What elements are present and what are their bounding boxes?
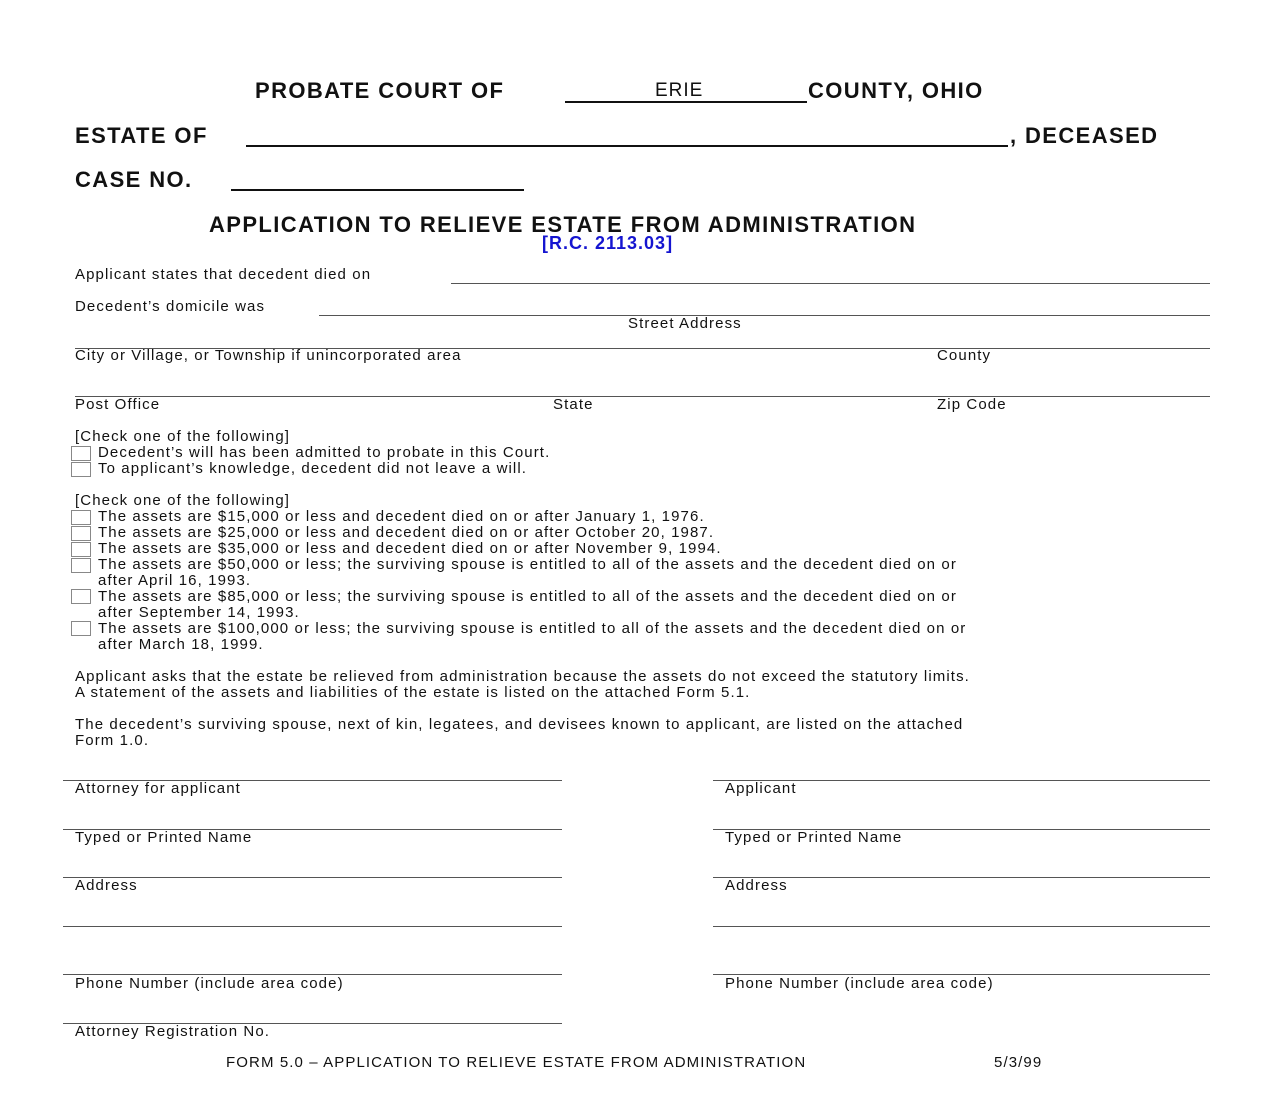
will-option-label: To applicant’s knowledge, decedent did not leave a will. <box>98 460 528 477</box>
assets-option-label: The assets are $25,000 or less and decedent died on or after October 20, 1987. <box>98 524 715 541</box>
next-of-kin-paragraph: Form 1.0. <box>75 732 150 749</box>
assets-section-heading: [Check one of the following] <box>75 492 291 509</box>
estate-label: ESTATE OF <box>75 123 208 148</box>
assets-100000-checkbox[interactable] <box>71 621 91 636</box>
applicant-name-label: Typed or Printed Name <box>725 829 903 846</box>
form-title: APPLICATION TO RELIEVE ESTATE FROM ADMINISTRATION <box>209 212 917 237</box>
post-office-state-zip-field[interactable] <box>75 396 1210 397</box>
attorney-address-label: Address <box>75 877 138 894</box>
assets-option-label: The assets are $35,000 or less and decedent died on or after November 9, 1994. <box>98 540 722 557</box>
zip-code-label: Zip Code <box>937 396 1007 413</box>
domicile-label: Decedent’s domicile was <box>75 298 266 315</box>
assets-option-label-cont: after September 14, 1993. <box>98 604 300 621</box>
assets-option-label: The assets are $100,000 or less; the surviving spouse is entitled to all of the assets and the decedent died on or <box>98 620 967 637</box>
deceased-label: , DECEASED <box>1010 123 1159 148</box>
street-address-label: Street Address <box>628 315 742 332</box>
applicant-label: Applicant <box>725 780 797 797</box>
attorney-address-field[interactable] <box>63 877 562 878</box>
died-on-label: Applicant states that decedent died on <box>75 266 372 283</box>
street-address-field[interactable] <box>319 315 1210 316</box>
will-section-heading: [Check one of the following] <box>75 428 291 445</box>
assets-option-label: The assets are $50,000 or less; the surviving spouse is entitled to all of the assets and the decedent died on or <box>98 556 957 573</box>
next-of-kin-paragraph: The decedent’s surviving spouse, next of kin, legatees, and devisees known to applicant, are listed on the attached <box>75 716 964 733</box>
estate-name-field[interactable] <box>246 145 1008 147</box>
attorney-label: Attorney for applicant <box>75 780 241 797</box>
assets-25000-checkbox[interactable] <box>71 526 91 541</box>
court-prefix: PROBATE COURT OF <box>255 78 505 103</box>
assets-option-label: The assets are $85,000 or less; the surviving spouse is entitled to all of the assets and the decedent died on or <box>98 588 957 605</box>
applicant-address-field-2[interactable] <box>713 926 1210 927</box>
assets-85000-checkbox[interactable] <box>71 589 91 604</box>
date-of-death-field[interactable] <box>451 283 1210 284</box>
assets-50000-checkbox[interactable] <box>71 558 91 573</box>
relief-paragraph: A statement of the assets and liabilities of the estate is listed on the attached Form 5.1. <box>75 684 751 701</box>
statute-reference: [R.C. 2113.03] <box>542 233 674 253</box>
state-label: State <box>553 396 594 413</box>
case-label: CASE NO. <box>75 167 193 192</box>
attorney-registration-label: Attorney Registration No. <box>75 1023 271 1040</box>
attorney-name-label: Typed or Printed Name <box>75 829 253 846</box>
no-will-checkbox[interactable] <box>71 462 91 477</box>
post-office-label: Post Office <box>75 396 161 413</box>
footer-form-name: FORM 5.0 – APPLICATION TO RELIEVE ESTATE FROM ADMINISTRATION <box>226 1054 807 1071</box>
will-admitted-checkbox[interactable] <box>71 446 91 461</box>
assets-option-label: The assets are $15,000 or less and decedent died on or after January 1, 1976. <box>98 508 705 525</box>
attorney-address-field-2[interactable] <box>63 926 562 927</box>
applicant-phone-label: Phone Number (include area code) <box>725 975 994 992</box>
will-option-label: Decedent’s will has been admitted to probate in this Court. <box>98 444 551 461</box>
assets-15000-checkbox[interactable] <box>71 510 91 525</box>
assets-option-label-cont: after March 18, 1999. <box>98 636 264 653</box>
relief-paragraph: Applicant asks that the estate be relieved from administration because the assets do not exceed the statutory limits. <box>75 668 970 685</box>
attorney-phone-label: Phone Number (include area code) <box>75 975 344 992</box>
assets-35000-checkbox[interactable] <box>71 542 91 557</box>
case-number-field[interactable] <box>231 189 524 191</box>
assets-option-label-cont: after April 16, 1993. <box>98 572 252 589</box>
applicant-address-label: Address <box>725 877 788 894</box>
county-field[interactable]: ERIE <box>655 80 704 101</box>
footer-date: 5/3/99 <box>994 1054 1043 1071</box>
city-label: City or Village, or Township if unincorporated area <box>75 347 462 364</box>
court-suffix: COUNTY, OHIO <box>808 78 984 103</box>
county-label: County <box>937 347 992 364</box>
